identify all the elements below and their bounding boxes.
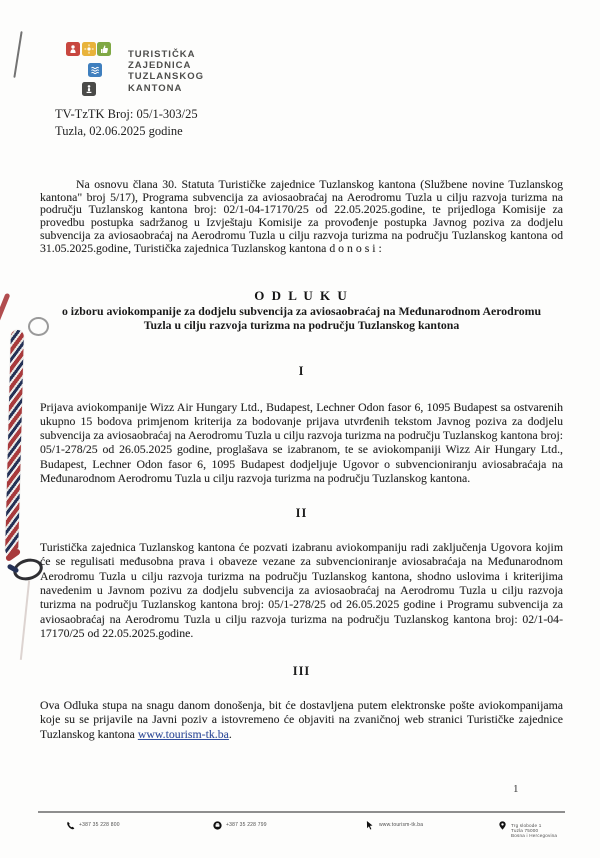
pen-stroke-mark <box>13 31 22 78</box>
org-name-line: KANTONA <box>128 82 183 94</box>
footer-phone <box>66 821 120 830</box>
org-name-line: TURISTIČKA <box>128 49 196 60</box>
sun-icon <box>82 42 96 56</box>
place-and-date: Tuzla, 02.06.2025 godine <box>55 123 183 138</box>
section-number-1: I <box>298 364 305 378</box>
footer-fax-text: +387 35 228 799 <box>226 822 267 828</box>
footer-website-text: www.tourism-tk.ba <box>379 822 424 828</box>
section-number-3: III <box>292 664 311 678</box>
binding-cord-loop <box>28 317 49 336</box>
address-line: Bosna i Hercegovina <box>511 833 558 839</box>
section-number-2: II <box>295 506 308 520</box>
organization-name <box>128 49 204 94</box>
section-1-paragraph: Prijava aviokompanije Wizz Air Hungary Ltd., Budapest, Lechner Odon fasor 6, 1095 Budapest sa ostvarenih ukupno 15 bodova primjenom kriterija za bodovanje prijava utvrđenih tekstom Javnog poziva za dodjelu subvencija za aviosaobraćaj na Aerodromu Tuzla u cilju razvoja turizma na području Tuzlanskog kantona broj: 05/1-278/25 od 26.05.2025 godine, proglašava se izabranom, te se aviokompaniji Wizz Air Hungary Ltd., Budapest, Lechner Odon fasor 6, 1095 Budapest dodjeljuje Ugovor o subvencioniranju aviosabraćaja na Međunarodnom Aerodromu Tuzla u cilju razvoja turizma na području Tuzlanskog kantona. <box>40 399 563 485</box>
decision-subtitle: o izboru aviokompanije za dodjelu subvencija za aviosaobraćaj na Međunarodnom Aerodromu Tuzla u cilju razvoja turizma na području Tuzlanskog kantona <box>61 304 542 332</box>
fax-icon <box>213 821 222 830</box>
cursor-icon <box>366 821 375 830</box>
document-number: TV-TzTK Broj: 05/1-303/25 <box>55 107 198 121</box>
footer-address <box>498 821 557 839</box>
section-3-paragraph <box>40 698 563 741</box>
location-pin-icon <box>498 821 507 830</box>
water-waves-icon <box>88 63 102 77</box>
footer-fax <box>213 821 267 830</box>
binding-cord <box>5 330 24 556</box>
page-number: 1 <box>513 783 519 795</box>
address-line: Tuzla 75000 <box>511 828 539 834</box>
binding-cord-tail <box>0 293 10 338</box>
footer-divider <box>38 811 565 813</box>
section-3-text-after: . <box>228 726 232 741</box>
footer-phone-text: +387 35 228 800 <box>79 822 120 828</box>
org-name-line: TUZLANSKOG <box>128 71 204 83</box>
footer-website <box>366 821 423 830</box>
document-meta <box>55 106 198 139</box>
thumbs-up-icon <box>97 42 111 56</box>
miner-statue-icon <box>82 82 96 96</box>
footer-address-lines <box>511 821 557 839</box>
preamble-paragraph: Na osnovu člana 30. Statuta Turističke zajednice Tuzlanskog kantona (Službene novine Tuzlanskog kantona" broj 5/17), Programa subvencija za aviosaobraćaj na Aerodromu Tuzla u cilju razvoja turizma na području Tuzlanskog kantona broj: 02/1-04-17170/25 od 22.05.2025.godine, te prijedloga Komisije za provedbu postupka sadržanog u Izvještaju Komisije za provođenje postupka Javnog poziva za dodjelu subvencija za aviosaobraćaj na Aerodromu Tuzla u cilju razvoja turizma na području Tuzlanskog kantona od 31.05.2025.godine, Turistička zajednica Tuzlanskog kantona d o n o s i : <box>40 176 563 255</box>
website-link[interactable]: www.tourism-tk.ba <box>137 726 229 741</box>
binding-cord-knot <box>5 550 45 584</box>
address-line: Trg slobode 1 <box>511 823 542 828</box>
section-2-paragraph: Turistička zajednica Tuzlanskog kantona će pozvati izabranu aviokompaniju radi zaključenja Ugovora kojim će se regulisati međusobna prava i obaveze vezane za subvencioniranje aviosabraćaja na Međunarodnom Aerodromu Tuzla u cilju razvoja turizma na području Tuzlanskog kantona, shodno uslovima i kriterijima navedenim u Javnom pozivu za dodjelu subvencija za aviosaobraćaj na Aerodromu Tuzla u cilju razvoja turizma na području Tuzlanskog kantona broj: 05/1-278/25 od 26.05.2025 godine i Programu subvencija za aviosaobraćaj na Aerodromu Tuzla u cilju razvoja turizma na području Tuzlanskog kantona broj: 02/1-04-17170/25 od 22.05.2025.godine. <box>40 539 563 641</box>
org-name-line: ZAJEDNICA <box>128 60 192 72</box>
binding-cord-thin-tail <box>20 580 30 660</box>
phone-icon <box>66 821 75 830</box>
decision-title: O D L U K U <box>254 288 349 303</box>
section-3-text: Ova Odluka stupa na snagu danom donošenja, bit će dostavljena putem elektronske pošte aviokompanijama koje su se prijavile na Javni poziv a istovremeno će objaviti na zvaničnoj web stranici Turističke zajednice Tuzlanskog kantona <box>40 697 563 741</box>
person-icon <box>66 42 80 56</box>
tourist-board-logo <box>66 42 126 100</box>
